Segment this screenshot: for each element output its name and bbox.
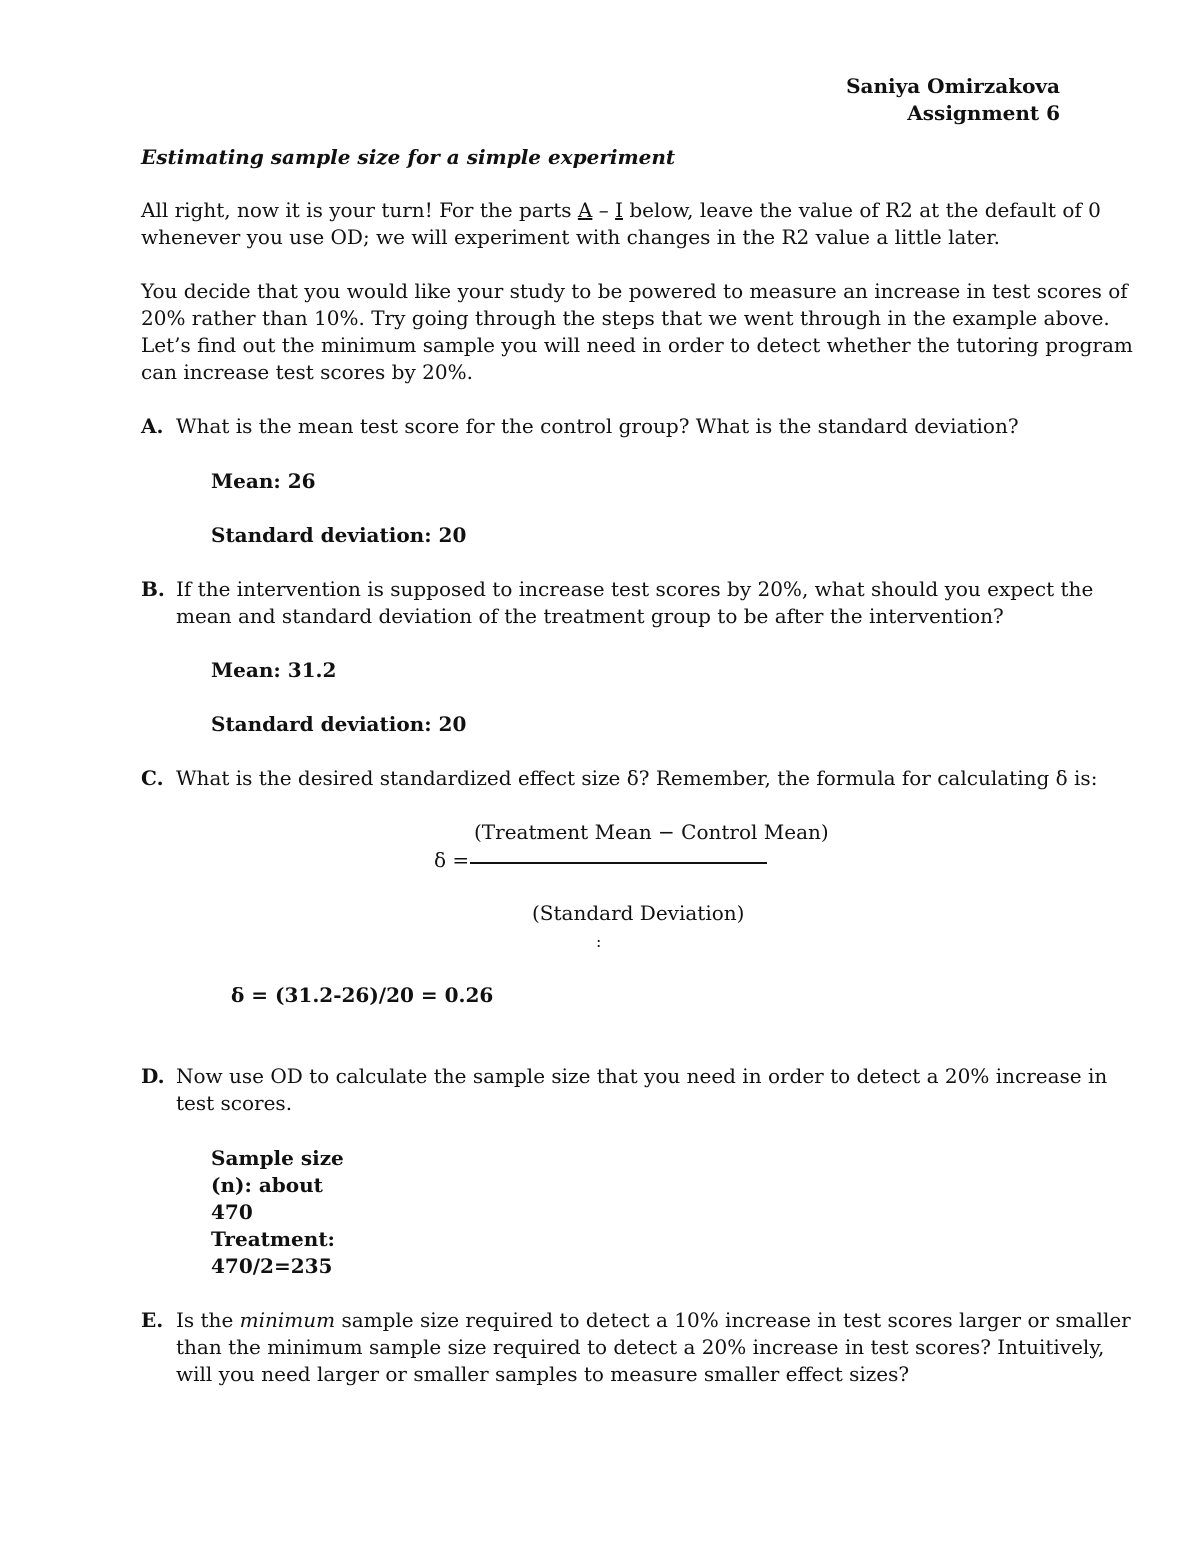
- question-e-text-line-3: will you need larger or smaller samples to measure smaller effect sizes?: [176, 1362, 910, 1386]
- question-b-sd-answer: Standard deviation: 20: [211, 712, 467, 736]
- author-name: Saniya Omirzakova: [846, 74, 1060, 98]
- question-d-text-line-2: test scores.: [176, 1091, 293, 1115]
- range-dash: –: [592, 198, 616, 222]
- question-e-text: Is the: [176, 1308, 240, 1332]
- intro-paragraph-2-line: can increase test scores by 20%.: [141, 360, 473, 384]
- question-d-text-line-1: Now use OD to calculate the sample size that you need in order to detect a 20% increase in: [176, 1064, 1108, 1088]
- intro-paragraph-1-line-2: whenever you use OD; we will experiment with changes in the R2 value a little later.: [141, 225, 1000, 249]
- question-b-label: B.: [141, 577, 165, 601]
- question-c-text: What is the desired standardized effect size δ? Remember, the formula for calculating δ is:: [176, 766, 1098, 790]
- intro-paragraph-2-line: Let’s find out the minimum sample you will need in order to detect whether the tutoring program: [141, 333, 1133, 357]
- question-c-label: C.: [141, 766, 164, 790]
- question-e-text-line-1: [176, 1307, 1131, 1334]
- formula-colon: :: [596, 932, 602, 951]
- question-d-answer-line: 470: [211, 1200, 253, 1224]
- question-a-mean-answer: Mean: 26: [211, 469, 316, 493]
- question-c-answer: δ = (31.2-26)/20 = 0.26: [231, 983, 494, 1007]
- formula-lhs: δ =: [434, 848, 470, 872]
- intro-paragraph-2-line: You decide that you would like your study to be powered to measure an increase in test scores of: [141, 279, 1128, 303]
- question-e-text: sample size required to detect a 10% increase in test scores larger or smaller: [335, 1308, 1131, 1332]
- question-d-answer-line: 470/2=235: [211, 1254, 333, 1278]
- range-end: I: [615, 198, 623, 222]
- question-d-answer-line: Sample size: [211, 1146, 344, 1170]
- emphasis-minimum: minimum: [239, 1308, 336, 1332]
- fraction-bar: [470, 862, 767, 864]
- question-e-text-line-2: than the minimum sample size required to detect a 20% increase in test scores? Intuitively,: [176, 1335, 1105, 1359]
- formula-numerator: (Treatment Mean − Control Mean): [474, 820, 829, 844]
- intro-text: All right, now it is your turn! For the parts: [141, 198, 578, 222]
- formula-denominator: (Standard Deviation): [532, 901, 745, 925]
- question-b-text-line-2: mean and standard deviation of the treatment group to be after the intervention?: [176, 604, 1004, 628]
- range-start: A: [577, 198, 593, 222]
- question-b-text-line-1: If the intervention is supposed to increase test scores by 20%, what should you expect the: [176, 577, 1094, 601]
- intro-paragraph-1-line-1: [141, 197, 1101, 224]
- question-d-answer-line: Treatment:: [211, 1227, 335, 1251]
- assignment-title: Assignment 6: [907, 101, 1060, 125]
- question-d-label: D.: [141, 1064, 165, 1088]
- section-title: Estimating sample size for a simple experiment: [141, 145, 676, 169]
- intro-text: below, leave the value of R2 at the default of 0: [622, 198, 1101, 222]
- question-a-label: A.: [141, 414, 164, 438]
- question-d-answer-line: (n): about: [211, 1173, 323, 1197]
- question-a-sd-answer: Standard deviation: 20: [211, 523, 467, 547]
- intro-paragraph-2-line: 20% rather than 10%. Try going through the steps that we went through in the example above.: [141, 306, 1110, 330]
- question-b-mean-answer: Mean: 31.2: [211, 658, 337, 682]
- question-a-text: What is the mean test score for the control group? What is the standard deviation?: [176, 414, 1019, 438]
- question-e-label: E.: [141, 1308, 164, 1332]
